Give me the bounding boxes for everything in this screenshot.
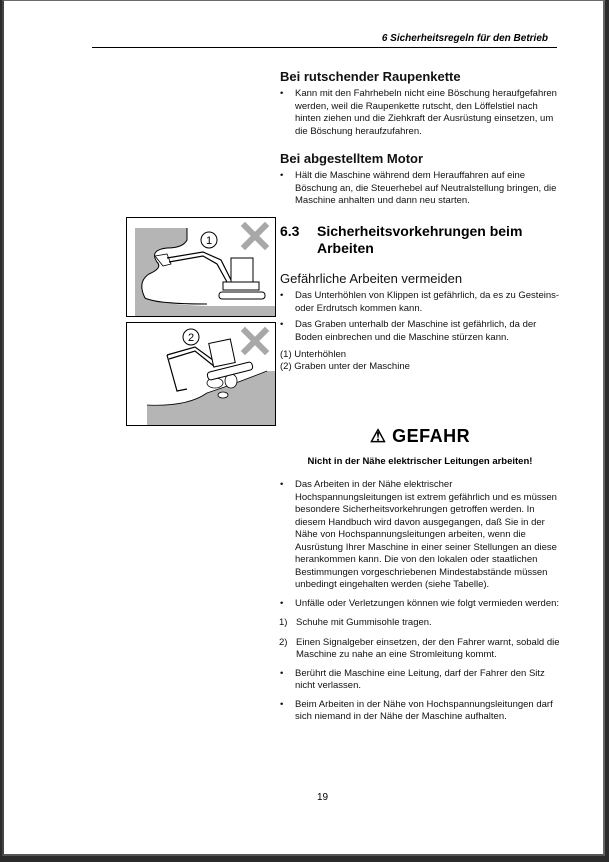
figure-undercutting xyxy=(126,217,276,317)
danger-body xyxy=(280,475,560,724)
cross-icon xyxy=(245,226,265,246)
section-6-3-body xyxy=(280,271,560,373)
bullet-item: • Berührt die Maschine eine Leitung, darf der Fahrer den Sitz nicht verlassen. xyxy=(280,667,545,691)
chapter-header: 6 Sicherheitsregeln für den Betrieb xyxy=(381,33,548,44)
numbered-item: 2) Einen Signalgeber einsetzen, der den Fahrer warnt, sobald die Maschine zu nahe an eine Stromleitung kommt. xyxy=(279,636,560,660)
bullet-item: • Das Graben unterhalb der Maschine ist gefährlich, da der Boden einbrechen und die Maschine stürzen kann. xyxy=(280,319,537,343)
warning-triangle-icon: ⚠ xyxy=(369,426,387,446)
cross-icon xyxy=(245,331,265,351)
section-rutschend xyxy=(280,69,560,138)
section-heading: Bei rutschender Raupenkette xyxy=(280,69,461,84)
subsection-heading: Gefährliche Arbeiten vermeiden xyxy=(280,271,463,286)
svg-text:2: 2 xyxy=(187,332,195,344)
figure-number-2 xyxy=(183,329,199,345)
danger-heading: ⚠ GEFAHR xyxy=(369,426,471,446)
numbered-item: 1) Schuhe mit Gummisohle tragen. xyxy=(279,617,432,628)
svg-text:1: 1 xyxy=(205,235,213,247)
bullet-item: • Das Arbeiten in der Nähe elektrischer Hochspannungsleitungen ist extrem gefährlich und es müssen besondere Sicherheitsvorkehrungen getroffen werden. In diesem Handbuch wird davon ausgegangen, daß Sie in der Nähe von Hochspannungsleitungen arbeiten, wenn die Ausrüstung Ihrer Maschine in einer seiner Stellungen an diese herankommen kann. Die von den lokalen oder staatlichen Bestimmungen vorgeschriebenen Mindestabstände müssen unbedingt eingehalten werden (siehe Tabelle). xyxy=(280,479,557,590)
figure-legend: (1) Unterhöhlen (2) Graben unter der Maschine xyxy=(280,349,410,372)
bullet-item: • Unfälle oder Verletzungen können wie folgt vermieden werden: xyxy=(280,597,560,609)
bullet-item: • Das Unterhöhlen von Klippen ist gefährlich, da es zu Gesteins- oder Erdrutsch kommen kann. xyxy=(280,290,560,314)
bullet-item: • Kann mit den Fahrhebeln nicht eine Böschung heraufgefahren werden, weil die Raupenkette rutscht, den Löffelstiel nach hinten ziehen und die Ziehkraft der Ausrüstung einsetzen, um die Böschung heraufzufahren. xyxy=(280,88,557,137)
section-title: Sicherheitsvorkehrungen beim Arbeiten xyxy=(317,223,523,256)
danger-subtitle: Nicht in der Nähe elektrischer Leitungen arbeiten! xyxy=(307,456,533,467)
bullet-item: • Hält die Maschine während dem Herauffahren auf eine Böschung an, die Steuerhebel auf Neutralstellung bringen, die Maschine anhalten und dann neu starten. xyxy=(280,170,557,206)
section-heading: Bei abgestelltem Motor xyxy=(280,151,424,166)
figure-digging-under-machine xyxy=(126,322,276,426)
section-motor xyxy=(280,151,560,208)
bullet-item: • Beim Arbeiten in der Nähe von Hochspannungsleitungen darf sich niemand in der Nähe der Maschine aufhalten. xyxy=(280,698,553,722)
document-page xyxy=(2,0,605,856)
header-rule xyxy=(92,47,557,48)
figure-number-1 xyxy=(201,232,217,248)
section-number: 6.3 xyxy=(280,223,300,239)
excavator-cliff-illustration xyxy=(127,218,275,316)
page-number: 19 xyxy=(317,792,329,803)
excavator-slope-illustration xyxy=(127,323,275,425)
